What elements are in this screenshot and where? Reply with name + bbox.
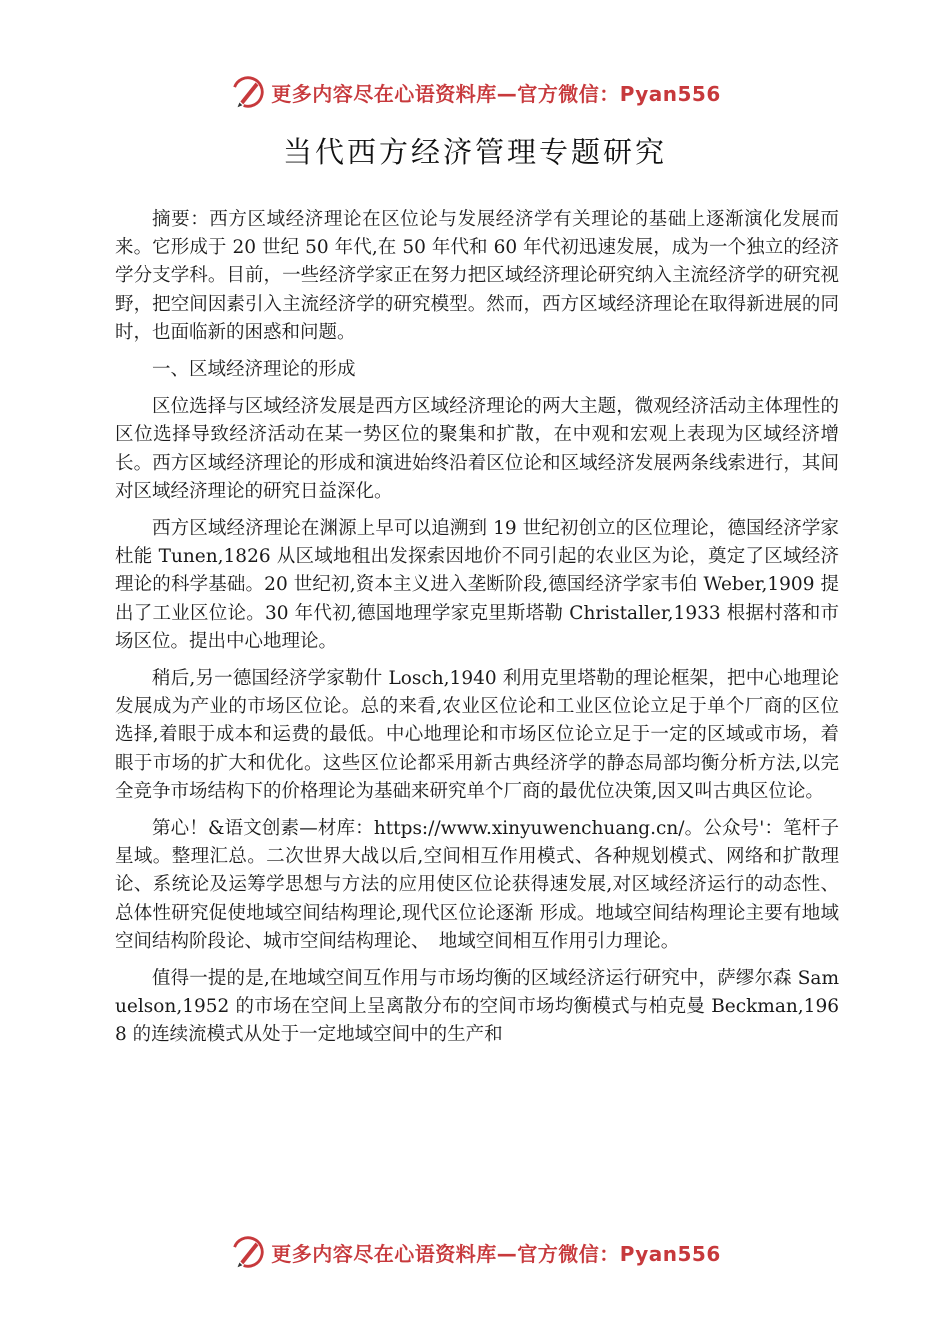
body-paragraph: 西方区域经济理论在渊源上早可以追溯到 19 世纪初创立的区位理论，德国经济学家杜能 Tunen,1826 从区域地租出发探索因地价不同引起的农业区为论，奠定了区域经济理论的科学基础。20 世纪初,资本主义进入垄断阶段,德国经济学家韦伯 Weber,1909 提出了工业区位论。30 年代初,德国地理学家克里斯塔勒 Christaller,1933 根据村落和市场区位。提出中心地理论。 <box>115 518 839 652</box>
page-title: 当代西方经济管理专题研究 <box>282 135 667 169</box>
header-banner <box>0 72 950 112</box>
brush-pen-logo-icon <box>229 1233 267 1271</box>
banner-text: 更多内容尽在心语资料库—官方微信：Pyan556 <box>271 1241 721 1266</box>
footer-banner <box>0 1232 950 1272</box>
body-paragraph: 第心！&语文创素—材库：https://www.xinyuwenchuang.cn/。公众号'：笔杆子星域。整理汇总。二次世界大战以后,空间相互作用模式、各种规划模式、网络和扩散理论、系统论及运筹学思想与方法的应用使区位论获得速发展,对区域经济运行的动态性、总体性研究促使地域空间结构理论,现代区位论逐渐 形成。地域空间结构理论主要有地域空间结构阶段论、城市空间结构理论、 地域空间相互作用引力理论。 <box>115 818 839 952</box>
brush-pen-logo-icon <box>229 73 267 111</box>
document-body <box>115 206 839 1059</box>
section-heading: 一、区域经济理论的形成 <box>152 359 356 381</box>
abstract-paragraph: 摘要：西方区域经济理论在区位论与发展经济学有关理论的基础上逐渐演化发展而来。它形成于 20 世纪 50 年代,在 50 年代和 60 年代初迅速发展，成为一个独立的经济学分支学科。目前，一些经济学家正在努力把区域经济理论研究纳入主流经济学的研究视野，把空间因素引入主流经济学的研究模型。然而，西方区域经济理论在取得新进展的同时，也面临新的困惑和问题。 <box>115 209 839 343</box>
body-paragraph: 稍后,另一德国经济学家勒什 Losch,1940 利用克里塔勒的理论框架，把中心地理论发展成为产业的市场区位论。总的来看,农业区位论和工业区位论立足于单个厂商的区位选择,着眼于成本和运费的最低。中心地理论和市场区位论立足于一定的区域或市场，着眼于市场的扩大和优化。这些区位论都采用新古典经济学的静态局部均衡分析方法,以完全竞争市场结构下的价格理论为基础来研究单个厂商的最优位决策,因又叫古典区位论。 <box>115 668 839 802</box>
body-paragraph: 区位选择与区域经济发展是西方区域经济理论的两大主题，微观经济活动主体理性的区位选择导致经济活动在某一势区位的聚集和扩散，在中观和宏观上表现为区域经济增长。西方区域经济理论的形成和演进始终沿着区位论和区域经济发展两条线索进行，其间对区域经济理论的研究日益深化。 <box>115 396 839 502</box>
body-paragraph: 值得一提的是,在地域空间互作用与市场均衡的区域经济运行研究中，萨缪尔森 Samuelson,1952 的市场在空间上呈离散分布的空间市场均衡模式与柏克曼 Beckman,1968 的连续流模式从处于一定地域空间中的生产和 <box>115 968 839 1046</box>
banner-text: 更多内容尽在心语资料库—官方微信：Pyan556 <box>271 81 721 106</box>
